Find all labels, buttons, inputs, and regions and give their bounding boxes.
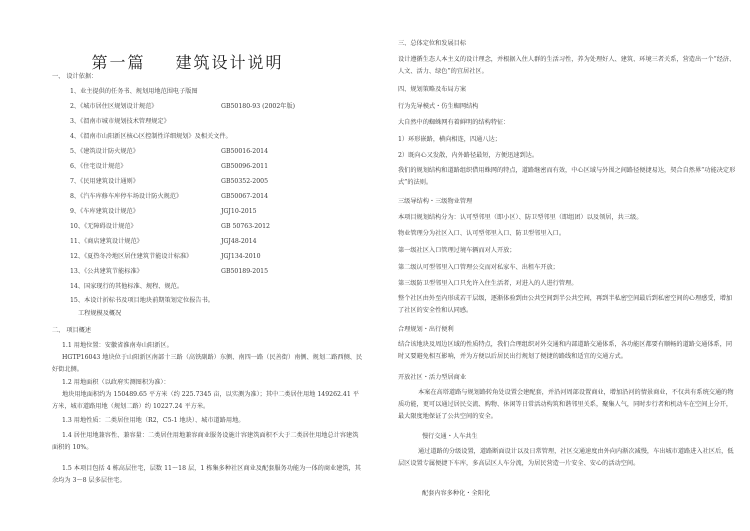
basis-item-7: 7、《民用建筑设计通则》 (70, 178, 139, 185)
section-heading-positioning: 三、总体定位和发展目标 (398, 40, 467, 47)
basis-item-15: 15、本设计折标书及项目地块前期策划定位报告书。 (70, 297, 214, 304)
basis-item-13-code: GB50189-2015 (221, 268, 269, 275)
basis-item-14: 14、国家现行的其他标准、规程、规范。 (70, 283, 184, 290)
strategy-web-point-1: 1）环形嵌路，横向相连，四通八达； (398, 136, 501, 143)
strategy-sub-slow-traffic: 慢行交通・人车共生 (422, 433, 478, 440)
strategy-sub-travel: 合理规划・出行便利 (398, 326, 454, 333)
basis-item-11: 11、《商店建筑设计规范》 (70, 238, 143, 245)
overview-plot: HGTP16043 地块位于山阳新区南部十三路（高铁副路）东侧、南四一路（民善街）南侧、规划二路西侧、民好街北侧。 (52, 354, 363, 373)
strategy-levels-summary: 整个社区由外至内形成若干层级，逐渐体验到由公共空间到半公共空间，再到半私密空间最后到私密空间的心理感受，增加了社区的安全性和认同感。 (398, 295, 733, 314)
strategy-slow-traffic-text: 通过道路的分级设置，道路断面设计以及日常管理，社区交通速度由外向内渐次减慢，车出城市道路进入社区后，低层区设置专属便捷下车库，多高层区人车分流，为居民营造一片安全、安心的活动空间。 (398, 448, 734, 467)
basis-item-2-code: GB50180-93 (2002年版) (221, 103, 296, 110)
strategy-sub-commerce: 开放社区・活力型居商业 (398, 374, 467, 381)
basis-item-7-code: GB50352-2005 (221, 178, 269, 185)
basis-item-5: 5、《建筑设计防火规范》 (70, 148, 139, 155)
basis-item-5-code: GB50016-2014 (221, 148, 269, 155)
strategy-travel-text: 结合该地块及周边区域的性质特点，我们合理组织对外交通和内部道路交通体系，各功能区都要有顺畅的道路交通体系，同时又要避免相互影响，并为方便以后居民出行规划了便捷的路线和适宜的交通方式。 (398, 341, 733, 360)
basis-item-6: 6、《住宅设计规范》 (70, 163, 127, 170)
overview-buildings: 1.5 本项目包括 4 栋高层住宅，层数 11～18 层，1 栋集多种社区商业及配套服务功能为一体的商业建筑，其余均为 3～8 层多层住宅。 (52, 465, 361, 484)
title-main: 第一篇 (91, 53, 146, 72)
overview-location: 1.1 用地位置：安徽省淮南寿山阳新区。 (62, 342, 173, 349)
basis-item-10: 10、《无障碍设计规范》 (70, 223, 137, 230)
section-heading-basis: 一、 设计依据： (52, 73, 98, 80)
basis-item-8-code: GB50067-2014 (221, 193, 269, 200)
basis-item-1: 1、业主提供的任务书、规划用地范围电子版图 (70, 88, 198, 95)
strategy-web-summary: 我们的规划结构和道路组织借用蛛网的特点，道路继密而有效，中心区域与外围之间路径便捷易达，契合自然界“功能决定形式”的法则。 (398, 167, 736, 186)
basis-item-10-code: GB 50763-2012 (221, 223, 270, 230)
basis-item-11-code: JGJ48-2014 (221, 238, 257, 245)
strategy-sub-levels: 三级导结构・三级物业管理 (398, 198, 473, 205)
basis-item-3: 3、《渭南市城市规划技术管理规定》 (70, 118, 170, 125)
strategy-level-2: 第二级认可型邻里入口管理公交而对私家车、出租车开放； (398, 264, 559, 271)
basis-item-12: 12、《夏热冬冷地区居住建筑节能设计标准》 (70, 253, 193, 260)
basis-item-9-code: JGJ10-2015 (221, 208, 257, 215)
basis-item-2: 2、《城市居住区规划设计规范》 (70, 103, 158, 110)
strategy-levels-management: 物业管理分为社区入口、认可型邻里入口、防卫型邻里入口。 (398, 230, 566, 237)
strategy-level-3: 第三级防卫型邻里入口只允许入住生活者，对进入的人进行管理。 (398, 280, 578, 287)
strategy-levels-structure: 本项目规划结构分为：认可型邻里（即小区）、防卫型邻里（即组团）以及领居，共三级。 (398, 214, 643, 221)
overview-land-use: 1.3 用地性质：二类居住用地（R2，C5-1 地块）、城市道路用地。 (62, 417, 245, 424)
section-heading-overview: 二、 项目概述 (52, 327, 92, 334)
strategy-sub-facilities: 配套内容多种化・全阳化 (422, 490, 491, 497)
section-heading-strategy: 四、规划策略及布局方案 (398, 86, 467, 93)
strategy-web-intro: 大自然中的蜘蛛网有着鲜明的结构特征： (398, 119, 510, 126)
basis-item-13: 13、《公共建筑节能标准》 (70, 268, 143, 275)
basis-item-8: 8、《汽车库修车库停车场设计防火规范》 (70, 193, 183, 200)
positioning-text: 设计遵循生态人本主义的设计理念，并根据入住人群的生活习性，养为处理好人、建筑、环境三者关系，营造出一个“经济、人文、活力、绿色”的宜居社区。 (398, 56, 736, 75)
basis-item-12-code: JGJ134-2010 (221, 253, 261, 260)
basis-item-6-code: GB50096-2011 (221, 163, 269, 170)
basis-item-9: 9、《车库建筑设计规范》 (70, 208, 139, 215)
strategy-level-1: 第一级社区入口管理过境车辆而对人开放； (398, 247, 516, 254)
basis-item-4: 4、《渭南市山阳新区核心区控制性详细规划》及相关文件。 (70, 133, 232, 140)
basis-item-16: 工程规模及概况 (78, 310, 122, 317)
strategy-sub-web: 行为先导模式・仿生蜘网结构 (398, 103, 479, 110)
strategy-web-point-2: 2）既向心又发散，内外路径最短，方便迅速到达。 (398, 152, 539, 159)
title-sub: 建筑设计说明 (175, 53, 284, 72)
overview-area: 地块用地面积约为 150489.65 平方米（约 225.7345 亩，以实测为准）；其中二类居住用地 149262.41 平方米，城市道路用地（规划二路）约 10227.24 平方米。 (52, 391, 359, 410)
strategy-commerce-text: 本案在高塔道路与规划路转角处设置会建配套，并沿河周部设置商业，增加沿河的情景商业，不仅共有系统交通的物质功能，更可以通过居民交流、购物、休闲等日常活动构筑和谐邻里关系，聚集人气，同时步行者和机动车在空间上分开，最大限度地保证了公共空间的安全。 (398, 389, 734, 420)
overview-area-heading: 1.2 用地面积（以政府实测图积为准）： (62, 379, 170, 386)
page-title (0, 50, 375, 73)
overview-compatibility: 1.4 居住用地兼容性、兼容量：二类居住用地兼容商业服务设施计容建筑面积不大于二类居住用地总计容建筑面积的 10%。 (52, 432, 359, 451)
